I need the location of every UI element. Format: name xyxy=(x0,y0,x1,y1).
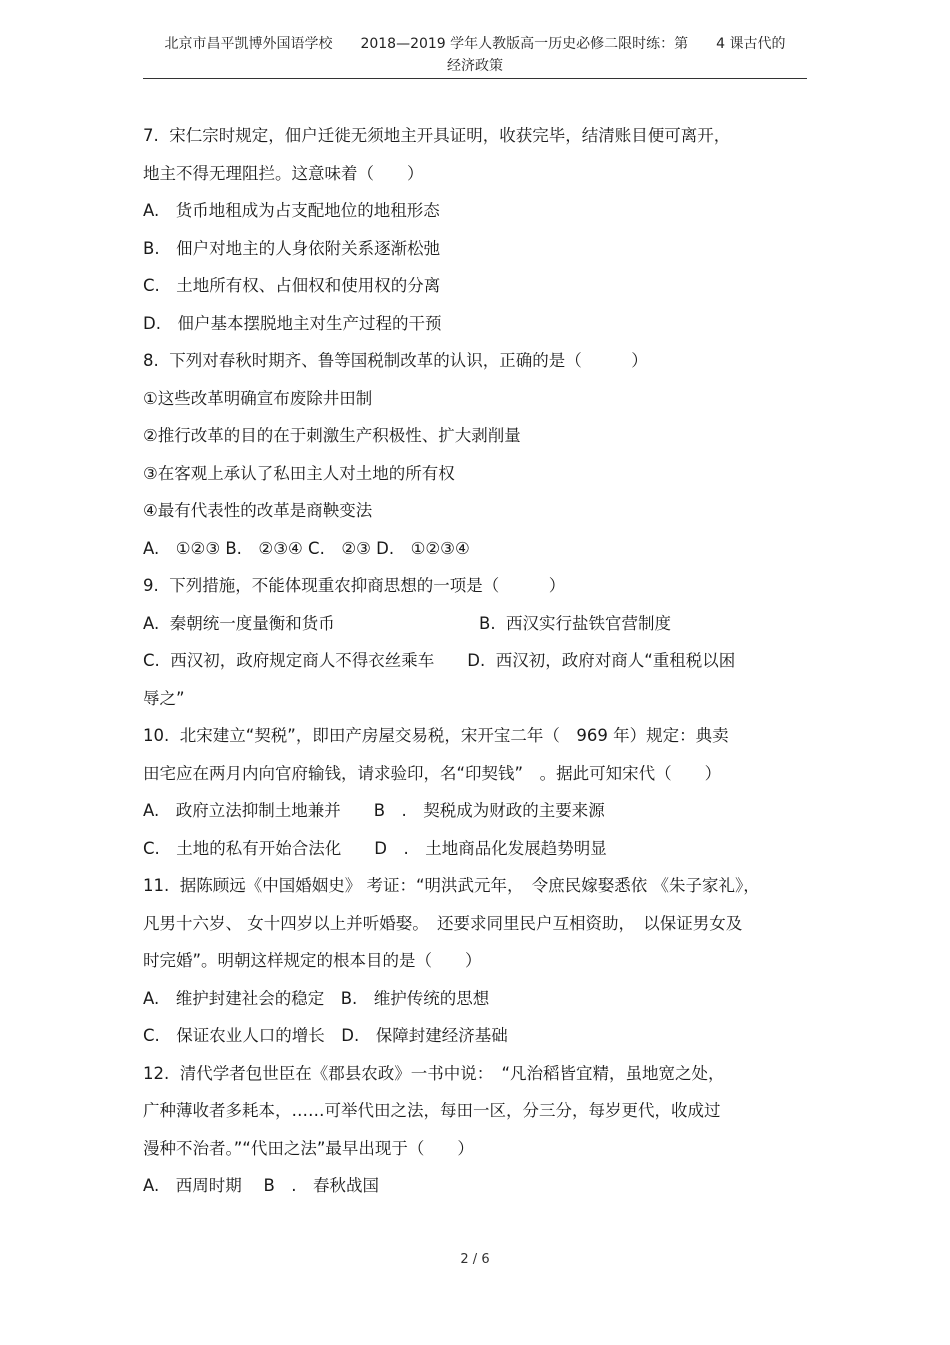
q7-option-c: C. 土地所有权、占佃权和使用权的分离 xyxy=(143,276,441,295)
q7-stem-line2: 地主不得无理阻拦。这意味着（ ） xyxy=(143,163,424,183)
q7-option-d: D. 佃户基本摆脱地主对生产过程的干预 xyxy=(143,313,442,333)
q9-option-b: B. 西汉实行盐铁官营制度 xyxy=(479,613,672,633)
q7-option-a: A. 货币地租成为占支配地位的地租形态 xyxy=(143,201,440,220)
q7-stem-line1: 7. 宋仁宗时规定，佃户迁徙无须地主开具证明，收获完毕，结清账目便可离开， xyxy=(143,126,731,145)
q11-stem-line3: 时完婚”。明朝这样规定的根本目的是（ ） xyxy=(143,951,482,970)
q10-stem-line2: 田宅应在两月内向官府输钱，请求验印，名“印契钱” 。据此可知宋代（ ） xyxy=(143,763,722,783)
q9-stem: 9. 下列措施，不能体现重农抑商思想的一项是（ ） xyxy=(143,576,566,595)
q9-options-ab xyxy=(143,605,807,643)
q8-statement-3: ③在客观上承认了私田主人对土地的所有权 xyxy=(143,463,455,483)
question-list xyxy=(143,117,807,1205)
q9-options-continued: 辱之” xyxy=(143,688,185,708)
q8-statement-1: ①这些改革明确宣布废除井田制 xyxy=(143,388,373,408)
q10-options-cd: C. 土地的私有开始合法化 D . 土地商品化发展趋势明显 xyxy=(143,838,607,858)
q7-option-b: B. 佃户对地主的人身依附关系逐渐松弛 xyxy=(143,238,441,258)
q8-options: A. ①②③ B. ②③④ C. ②③ D. ①②③④ xyxy=(143,538,470,558)
header-divider xyxy=(143,78,807,79)
q12-options-ab: A. 西周时期 B . 春秋战国 xyxy=(143,1176,380,1195)
page-header xyxy=(143,33,807,77)
q12-stem-line2: 广种薄收者多耗本，……可举代田之法，每田一区，分三分，每岁更代，收成过 xyxy=(143,1101,721,1120)
q11-stem-line2: 凡男十六岁、 女十四岁以上并听婚娶。 还要求同里民户互相资助， 以保证男女及 xyxy=(143,913,743,933)
q8-statement-4: ④最有代表性的改革是商鞅变法 xyxy=(143,501,373,520)
q9-option-a: A. 秦朝统一度量衡和货币 xyxy=(143,613,335,633)
header-title-line1: 北京市昌平凯博外国语学校 2018—2019 学年人教版高一历史必修二限时练：第 4 课古代的 xyxy=(164,36,786,52)
q11-stem-line1: 11. 据陈顾远《中国婚姻史》 考证：“明洪武元年， 令庶民嫁娶悉依 《朱子家礼》， xyxy=(143,876,760,895)
header-title-line2: 经济政策 xyxy=(447,58,503,74)
q12-stem-line1: 12. 清代学者包世臣在《郡县农政》一书中说： “凡治稻皆宜精，虽地宽之处， xyxy=(143,1063,725,1083)
q8-statement-2: ②推行改革的目的在于刺激生产积极性、扩大剥削量 xyxy=(143,426,521,445)
page-number: 2 / 6 xyxy=(460,1252,490,1267)
q10-options-ab: A. 政府立法抑制土地兼并 B . 契税成为财政的主要来源 xyxy=(143,801,605,820)
q11-options-ab: A. 维护封建社会的稳定 B. 维护传统的思想 xyxy=(143,988,490,1008)
q9-options-cd: C. 西汉初，政府规定商人不得衣丝乘车 D. 西汉初，政府对商人“重租税以困 xyxy=(143,651,736,670)
q11-options-cd: C. 保证农业人口的增长 D. 保障封建经济基础 xyxy=(143,1026,508,1045)
q10-stem-line1: 10. 北宋建立“契税”，即田产房屋交易税，宋开宝二年（ 969 年）规定：典卖 xyxy=(143,726,729,745)
q8-stem: 8. 下列对春秋时期齐、鲁等国税制改革的认识，正确的是（ ） xyxy=(143,351,648,370)
q12-stem-line3: 漫种不治者。”“代田之法”最早出现于（ ） xyxy=(143,1138,474,1158)
